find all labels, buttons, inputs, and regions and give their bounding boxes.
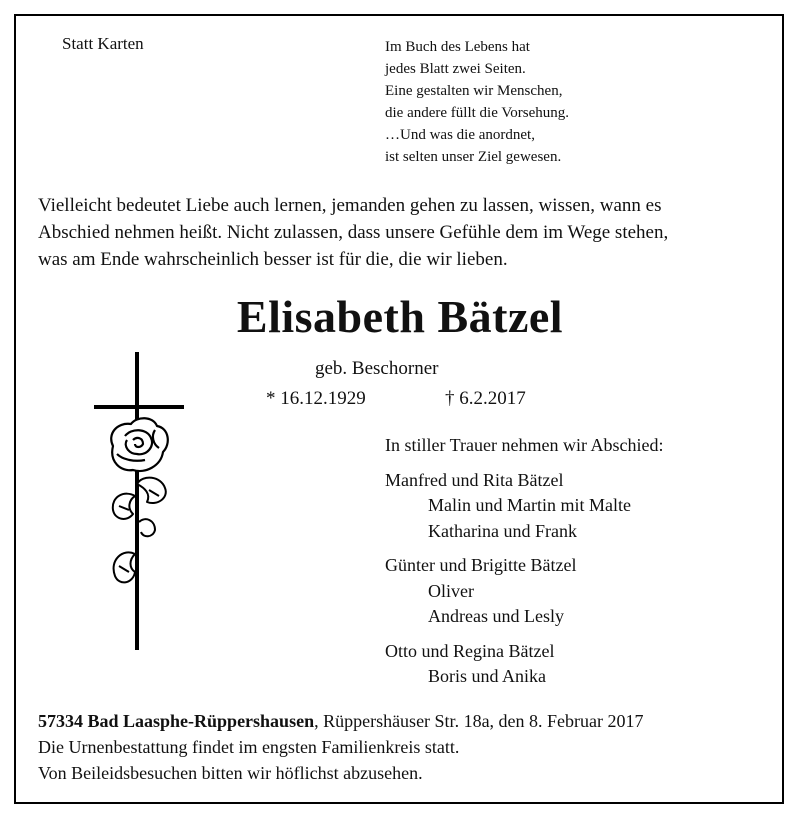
quote-line: Vielleicht bedeutet Liebe auch lernen, jemanden gehen zu lassen, wissen, wann es <box>38 195 662 216</box>
footer <box>38 708 644 786</box>
birth-date: * 16.12.1929 <box>266 388 366 409</box>
family-member: Malin und Martin mit Malte <box>428 495 631 515</box>
quote <box>38 192 668 273</box>
poem-line: Eine gestalten wir Menschen, <box>385 83 563 99</box>
family-head: Manfred und Rita Bätzel <box>385 469 564 490</box>
footer-address-line <box>38 708 644 734</box>
poem-line: die andere füllt die Vorsehung. <box>385 105 569 121</box>
poem-line: Im Buch des Lebens hat <box>385 39 530 55</box>
quote-line: was am Ende wahrscheinlich besser ist für die, die wir lieben. <box>38 249 508 270</box>
family-member: Katharina und Frank <box>428 520 577 541</box>
mourners-list <box>385 433 663 690</box>
mourners-intro: In stiller Trauer nehmen wir Abschied: <box>385 435 664 455</box>
quote-line: Abschied nehmen heißt. Nicht zulassen, dass unsere Gefühle dem im Wege stehen, <box>38 222 669 243</box>
footer-condolence-note: Von Beileidsbesuchen bitten wir höflichst abzusehen. <box>38 763 423 783</box>
family-head: Günter und Brigitte Bätzel <box>385 555 577 575</box>
poem-line: ist selten unser Ziel gewesen. <box>385 149 562 165</box>
family-member: Andreas und Lesly <box>428 606 564 626</box>
poem <box>385 36 569 168</box>
family-head: Otto und Regina Bätzel <box>385 640 555 661</box>
cross-with-rose-icon <box>85 350 195 665</box>
footer-address-date: , Rüppershäuser Str. 18a, den 8. Februar 2017 <box>314 711 644 731</box>
deceased-name: Elisabeth Bätzel <box>236 291 564 342</box>
poem-line: jedes Blatt zwei Seiten. <box>385 61 526 77</box>
poem-line: …Und was die anordnet, <box>385 127 535 143</box>
family-member: Oliver <box>428 580 474 601</box>
death-date: † 6.2.2017 <box>445 388 526 409</box>
birth-name: geb. Beschorner <box>315 358 439 379</box>
family-member: Boris und Anika <box>428 666 547 686</box>
statt-karten-label: Statt Karten <box>62 34 144 53</box>
footer-place: 57334 Bad Laasphe-Rüppershausen <box>38 711 315 731</box>
footer-burial-note: Die Urnenbestattung findet im engsten Familienkreis statt. <box>38 737 460 757</box>
